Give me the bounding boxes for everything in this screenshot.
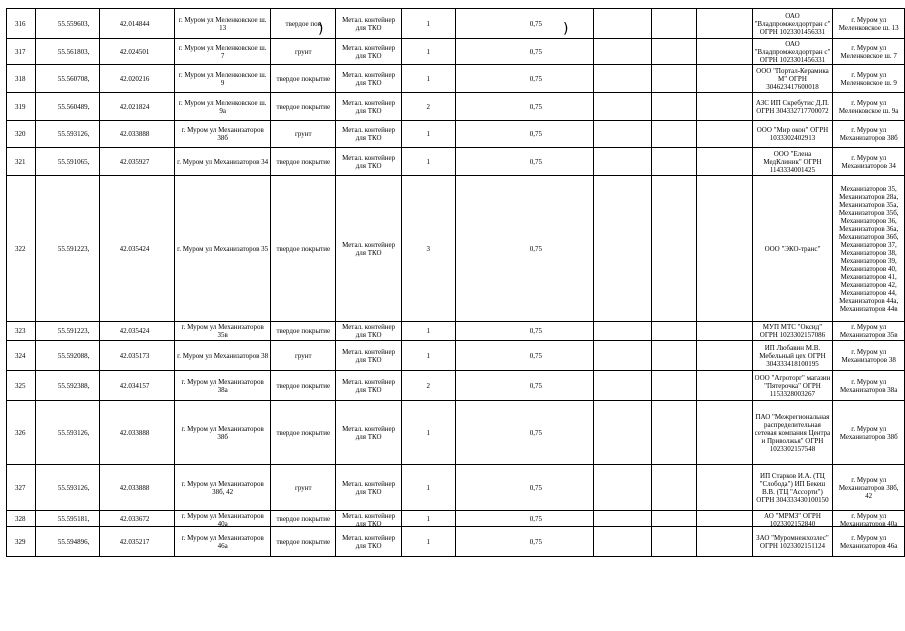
cell-empty	[593, 465, 651, 511]
cell-empty	[696, 511, 752, 527]
cell-num: 319	[7, 93, 36, 121]
table-row	[7, 176, 905, 322]
cell-container: Метал. контейнер для ТКО	[336, 401, 401, 465]
cell-owner: ООО "Мир окон" ОГРН 1033302402913	[752, 121, 833, 148]
cell-empty	[651, 527, 696, 557]
table-row	[7, 511, 905, 527]
cell-surface: твердое покрытие	[271, 401, 336, 465]
cell-container: Метал. контейнер для ТКО	[336, 39, 401, 65]
cell-surface: твердое покрытие	[271, 176, 336, 322]
cell-empty	[651, 9, 696, 39]
cell-empty	[651, 465, 696, 511]
table-row	[7, 401, 905, 465]
cell-lon: 42.033888	[99, 401, 175, 465]
cell-count: 1	[401, 322, 455, 341]
cell-source: г. Муром ул Механизаторов 40а	[833, 511, 905, 527]
cell-empty	[651, 511, 696, 527]
cell-empty	[696, 465, 752, 511]
table-row	[7, 527, 905, 557]
cell-volume: 0,75	[455, 121, 593, 148]
cell-num: 329	[7, 527, 36, 557]
cell-lat: 55.593126,	[35, 121, 99, 148]
cell-num: 325	[7, 371, 36, 401]
cell-lon: 42.033888	[99, 465, 175, 511]
cell-count: 1	[401, 511, 455, 527]
cell-surface: твердое покрытие	[271, 322, 336, 341]
cell-empty	[651, 176, 696, 322]
cell-empty	[593, 371, 651, 401]
cell-empty	[651, 121, 696, 148]
cell-volume: 0,75	[455, 371, 593, 401]
cell-addr: г. Муром ул Механизаторов 34	[175, 148, 271, 176]
cell-lat: 55.594896,	[35, 527, 99, 557]
cell-empty	[651, 39, 696, 65]
cell-owner: ООО "Елена МедКлиник" ОГРН 1143334001425	[752, 148, 833, 176]
cell-volume: 0,75	[455, 341, 593, 371]
cell-source: г. Муром ул Механизаторов 38б	[833, 401, 905, 465]
table-row	[7, 65, 905, 93]
cell-lon: 42.033888	[99, 121, 175, 148]
cell-addr: г. Муром ул Механизаторов 35в	[175, 322, 271, 341]
cell-container: Метал. контейнер для ТКО	[336, 511, 401, 527]
cell-addr: г. Муром ул Меленковское ш. 9а	[175, 93, 271, 121]
cell-count: 1	[401, 527, 455, 557]
cell-owner: ЗАО "Муромнежхозлес" ОГРН 1023302151124	[752, 527, 833, 557]
cell-empty	[696, 371, 752, 401]
cell-volume: 0,75	[455, 401, 593, 465]
cell-count: 1	[401, 121, 455, 148]
cell-num: 318	[7, 65, 36, 93]
table-row	[7, 93, 905, 121]
cell-volume: 0,75	[455, 9, 593, 39]
cell-surface: твердое покрытие	[271, 65, 336, 93]
table-row	[7, 371, 905, 401]
cell-count: 3	[401, 176, 455, 322]
cell-empty	[593, 93, 651, 121]
cell-empty	[696, 121, 752, 148]
cell-lon: 42.035173	[99, 341, 175, 371]
cell-empty	[651, 93, 696, 121]
cell-addr: г. Муром ул Механизаторов 40а	[175, 511, 271, 527]
cell-owner: ООО "Портал-Керамика М" ОГРН 304623417600018	[752, 65, 833, 93]
cell-volume: 0,75	[455, 65, 593, 93]
cell-num: 326	[7, 401, 36, 465]
table-body	[7, 9, 905, 557]
cell-lat: 55.591223,	[35, 322, 99, 341]
cell-count: 1	[401, 148, 455, 176]
cell-source: г. Муром ул Меленковское ш. 9	[833, 65, 905, 93]
cell-volume: 0,75	[455, 465, 593, 511]
cell-owner: ПАО "Межрегиональная распределительная сетевая компания Центра и Приволжья" ОГРН 1023302157548	[752, 401, 833, 465]
scan-mark: )	[563, 21, 569, 37]
cell-volume: 0,75	[455, 511, 593, 527]
cell-addr: г. Муром ул Механизаторов 38	[175, 341, 271, 371]
cell-lat: 55.592388,	[35, 371, 99, 401]
cell-empty	[651, 148, 696, 176]
cell-empty	[593, 9, 651, 39]
cell-container: Метал. контейнер для ТКО	[336, 465, 401, 511]
cell-empty	[696, 39, 752, 65]
cell-empty	[651, 341, 696, 371]
cell-owner: ИП Любавин М.В. Мебельный цех ОГРН 304333418100195	[752, 341, 833, 371]
cell-addr: г. Муром ул Механизаторов 38а	[175, 371, 271, 401]
cell-addr: г. Муром ул Механизаторов 46а	[175, 527, 271, 557]
cell-count: 1	[401, 65, 455, 93]
cell-num: 324	[7, 341, 36, 371]
table-row	[7, 465, 905, 511]
cell-empty	[696, 65, 752, 93]
cell-empty	[593, 148, 651, 176]
cell-container: Метал. контейнер для ТКО	[336, 176, 401, 322]
cell-source: г. Муром ул Механизаторов 35в	[833, 322, 905, 341]
cell-surface: твердое покрытие	[271, 511, 336, 527]
cell-addr: г. Муром ул Механизаторов 38б	[175, 401, 271, 465]
cell-lat: 55.560489,	[35, 93, 99, 121]
cell-num: 328	[7, 511, 36, 527]
cell-addr: г. Муром ул Меленковское ш. 7	[175, 39, 271, 65]
table-row	[7, 39, 905, 65]
cell-lat: 55.559603,	[35, 9, 99, 39]
cell-lat: 55.593126,	[35, 401, 99, 465]
cell-empty	[696, 148, 752, 176]
cell-addr: г. Муром ул Механизаторов 35	[175, 176, 271, 322]
cell-num: 322	[7, 176, 36, 322]
cell-source: г. Муром ул Меленковское ш. 7	[833, 39, 905, 65]
cell-lon: 42.021824	[99, 93, 175, 121]
cell-empty	[593, 511, 651, 527]
cell-addr: г. Муром ул Меленковское ш. 9	[175, 65, 271, 93]
cell-count: 1	[401, 39, 455, 65]
cell-num: 327	[7, 465, 36, 511]
cell-num: 317	[7, 39, 36, 65]
cell-surface: грунт	[271, 121, 336, 148]
cell-lat: 55.561803,	[35, 39, 99, 65]
cell-surface: твердое покрытие	[271, 148, 336, 176]
cell-source: г. Муром ул Механизаторов 38а	[833, 371, 905, 401]
cell-count: 1	[401, 9, 455, 39]
cell-source: Механизаторов 35, Механизаторов 28а, Механизаторов 35а, Механизаторов 35б, Механизаторов 36, Механизаторов 36а, Механизаторов 36б, Механизаторов 37, Механизаторов 38, Механизаторов 39, Механизаторов 40, Механизаторов 41, Механизаторов 42, Механизаторов 44, Механизаторов 44а, Механизаторов 44в	[833, 176, 905, 322]
cell-source: г. Муром ул Меленковское ш. 13	[833, 9, 905, 39]
cell-empty	[651, 371, 696, 401]
register-table	[6, 8, 905, 557]
table-row	[7, 148, 905, 176]
cell-empty	[593, 65, 651, 93]
cell-num: 323	[7, 322, 36, 341]
cell-source: г. Муром ул Механизаторов 38б, 42	[833, 465, 905, 511]
cell-empty	[696, 176, 752, 322]
cell-addr: г. Муром ул Механизаторов 38б	[175, 121, 271, 148]
cell-surface: твердое пок	[271, 9, 336, 39]
cell-empty	[593, 121, 651, 148]
table-row	[7, 322, 905, 341]
cell-lon: 42.035927	[99, 148, 175, 176]
table-row	[7, 341, 905, 371]
cell-empty	[593, 39, 651, 65]
cell-volume: 0,75	[455, 176, 593, 322]
cell-empty	[696, 527, 752, 557]
cell-container: Метал. контейнер для ТКО	[336, 65, 401, 93]
cell-volume: 0,75	[455, 39, 593, 65]
cell-container: Метал. контейнер для ТКО	[336, 341, 401, 371]
cell-owner: ООО "ЭКО-транс"	[752, 176, 833, 322]
cell-surface: грунт	[271, 39, 336, 65]
cell-surface: твердое покрытие	[271, 371, 336, 401]
table-row	[7, 121, 905, 148]
cell-volume: 0,75	[455, 93, 593, 121]
table-row	[7, 9, 905, 39]
cell-addr: г. Муром ул Механизаторов 38б, 42	[175, 465, 271, 511]
cell-count: 1	[401, 465, 455, 511]
cell-empty	[696, 9, 752, 39]
cell-owner: ООО "Агроторг" магазин "Пятерочка" ОГРН 1153328003267	[752, 371, 833, 401]
cell-source: г. Муром ул Механизаторов 38б	[833, 121, 905, 148]
cell-owner: ОАО "Владпромжелдортран с" ОГРН 1023301456331	[752, 39, 833, 65]
cell-owner: МУП МТС "Оксид" ОГРН 1023302157086	[752, 322, 833, 341]
cell-volume: 0,75	[455, 527, 593, 557]
cell-container: Метал. контейнер для ТКО	[336, 148, 401, 176]
cell-count: 2	[401, 371, 455, 401]
cell-empty	[593, 176, 651, 322]
cell-empty	[593, 527, 651, 557]
cell-volume: 0,75	[455, 148, 593, 176]
cell-empty	[593, 341, 651, 371]
cell-lat: 55.595181,	[35, 511, 99, 527]
cell-empty	[651, 65, 696, 93]
cell-lat: 55.591065,	[35, 148, 99, 176]
cell-num: 316	[7, 9, 36, 39]
cell-surface: твердое покрытие	[271, 527, 336, 557]
cell-source: г. Муром ул Механизаторов 34	[833, 148, 905, 176]
cell-empty	[593, 401, 651, 465]
cell-lon: 42.035424	[99, 322, 175, 341]
cell-addr: г. Муром ул Меленковское ш. 13	[175, 9, 271, 39]
cell-source: г. Муром ул Меленковское ш. 9а	[833, 93, 905, 121]
cell-container: Метал. контейнер для ТКО	[336, 9, 401, 39]
cell-lon: 42.035424	[99, 176, 175, 322]
cell-surface: грунт	[271, 341, 336, 371]
cell-lat: 55.560708,	[35, 65, 99, 93]
cell-lat: 55.592088,	[35, 341, 99, 371]
cell-source: г. Муром ул Механизаторов 46а	[833, 527, 905, 557]
cell-lon: 42.035217	[99, 527, 175, 557]
cell-owner: АО "МРМЗ" ОГРН 1023302152840	[752, 511, 833, 527]
cell-empty	[651, 322, 696, 341]
cell-volume: 0,75	[455, 322, 593, 341]
cell-empty	[696, 322, 752, 341]
cell-owner: АЗС ИП Скребутис Д.П. ОГРН 304332717700072	[752, 93, 833, 121]
cell-container: Метал. контейнер для ТКО	[336, 121, 401, 148]
cell-empty	[696, 401, 752, 465]
cell-owner: ОАО "Владпромжелдортран с" ОГРН 1023301456331	[752, 9, 833, 39]
cell-source: г. Муром ул Механизаторов 38	[833, 341, 905, 371]
cell-surface: грунт	[271, 465, 336, 511]
cell-lon: 42.024501	[99, 39, 175, 65]
cell-lon: 42.033672	[99, 511, 175, 527]
cell-lat: 55.593126,	[35, 465, 99, 511]
cell-empty	[696, 341, 752, 371]
cell-count: 1	[401, 401, 455, 465]
cell-num: 321	[7, 148, 36, 176]
scan-mark: )	[318, 21, 324, 37]
cell-lat: 55.591223,	[35, 176, 99, 322]
cell-lon: 42.020216	[99, 65, 175, 93]
cell-empty	[696, 93, 752, 121]
cell-num: 320	[7, 121, 36, 148]
cell-count: 1	[401, 341, 455, 371]
cell-lon: 42.034157	[99, 371, 175, 401]
cell-surface: твердое покрытие	[271, 93, 336, 121]
cell-count: 2	[401, 93, 455, 121]
cell-container: Метал. контейнер для ТКО	[336, 93, 401, 121]
cell-empty	[593, 322, 651, 341]
cell-owner: ИП Старков И.А. (ТЦ "Слобода") ИП Бекеш В.В. (ТЦ "Ассорти") ОГРН 304333430100150	[752, 465, 833, 511]
cell-container: Метал. контейнер для ТКО	[336, 527, 401, 557]
cell-empty	[651, 401, 696, 465]
cell-container: Метал. контейнер для ТКО	[336, 322, 401, 341]
cell-lon: 42.014844	[99, 9, 175, 39]
cell-container: Метал. контейнер для ТКО	[336, 371, 401, 401]
